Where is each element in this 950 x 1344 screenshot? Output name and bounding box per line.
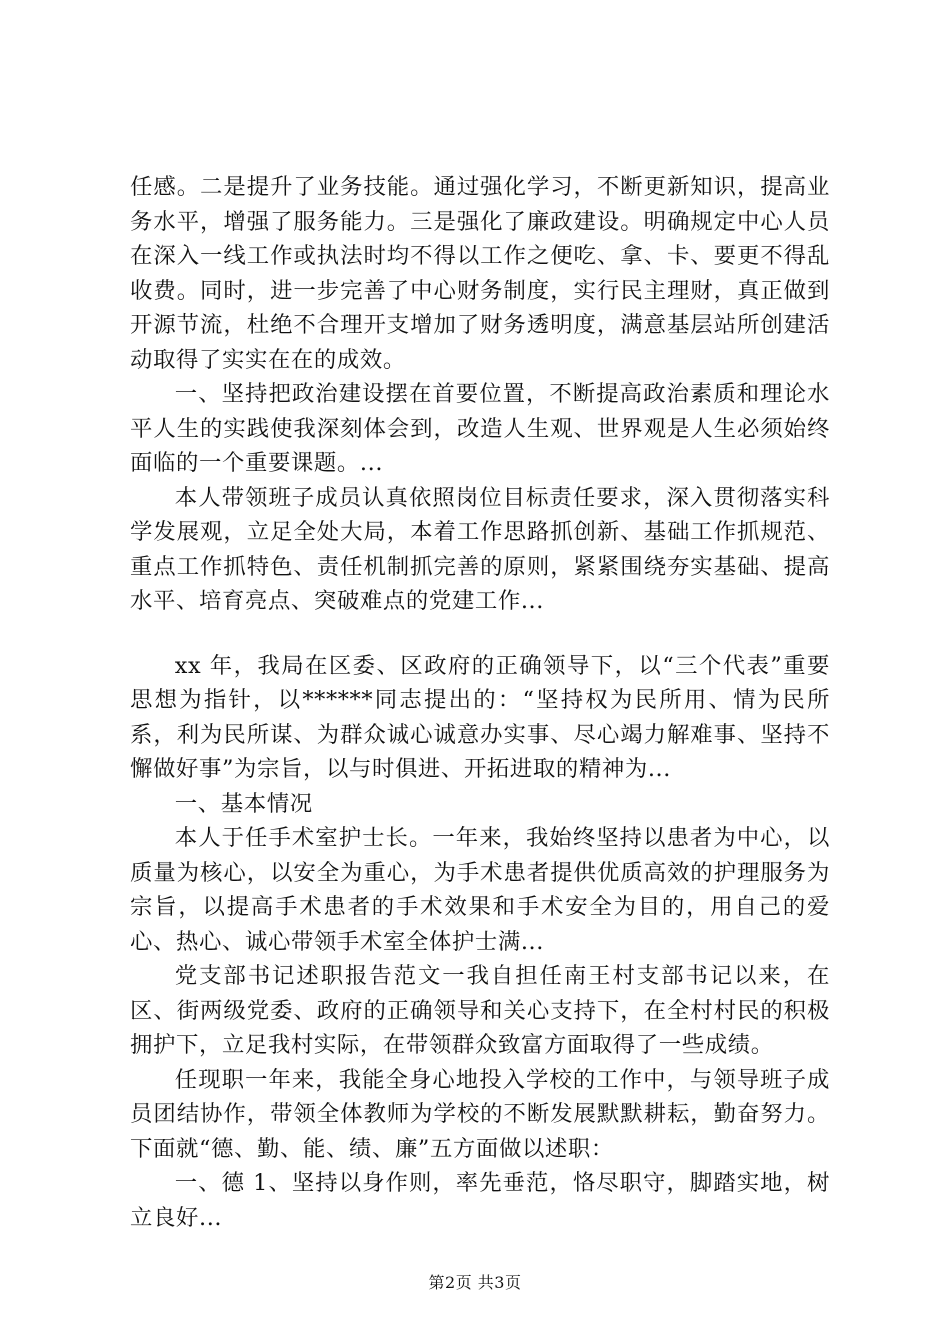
page-footer: 第2页 共3页	[428, 1273, 522, 1292]
paragraph-gap	[130, 619, 830, 649]
paragraph: 本人于任手术室护士长。一年来，我始终坚持以患者为中心，以质量为核心，以安全为重心，为手术患者提供优质高效的护理服务为宗旨，以提高手术患者的手术效果和手术安全为目的，用自己的爱心、热心、诚心带领手术室全体护士满...	[130, 825, 830, 955]
paragraph: 任感。二是提升了业务技能。通过强化学习，不断更新知识，提高业务水平，增强了服务能力。三是强化了廉政建设。明确规定中心人员在深入一线工作或执法时均不得以工作之便吃、拿、卡、要更不得乱收费。同时，进一步完善了中心财务制度，实行民主理财，真正做到开源节流，杜绝不合理开支增加了财务透明度，满意基层站所创建活动取得了实实在在的成效。	[130, 174, 830, 373]
paragraph: 本人带领班子成员认真依照岗位目标责任要求，深入贯彻落实科学发展观，立足全处大局，本着工作思路抓创新、基础工作抓规范、重点工作抓特色、责任机制抓完善的原则，紧紧围绕夯实基础、提高水平、培育亮点、突破难点的党建工作...	[130, 484, 830, 614]
section-heading: 一、基本情况	[174, 790, 313, 817]
document-body	[130, 170, 830, 1235]
paragraph: 党支部书记述职报告范文一我自担任南王村支部书记以来，在区、街两级党委、政府的正确领导和关心支持下，在全村村民的积极拥护下，立足我村实际，在带领群众致富方面取得了一些成绩。	[130, 963, 830, 1058]
paragraph: 一、坚持把政治建设摆在首要位置，不断提高政治素质和理论水平人生的实践使我深刻体会到，改造人生观、世界观是人生必须始终面临的一个重要课题。...	[130, 381, 830, 476]
paragraph: xx 年，我局在区委、区政府的正确领导下，以“三个代表”重要思想为指针，以******同志提出的：“坚持权为民所用、情为民所系，利为民所谋、为群众诚心诚意办实事、尽心竭力解难事、坚持不懈做好事”为宗旨，以与时俱进、开拓进取的精神为...	[130, 652, 830, 782]
paragraph: 一、德 1、坚持以身作则，率先垂范，恪尽职守，脚踏实地，树立良好...	[130, 1170, 830, 1231]
paragraph: 任现职一年来，我能全身心地投入学校的工作中，与领导班子成员团结协作，带领全体教师为学校的不断发展默默耕耘，勤奋努力。下面就“德、勤、能、绩、廉”五方面做以述职：	[130, 1066, 830, 1162]
